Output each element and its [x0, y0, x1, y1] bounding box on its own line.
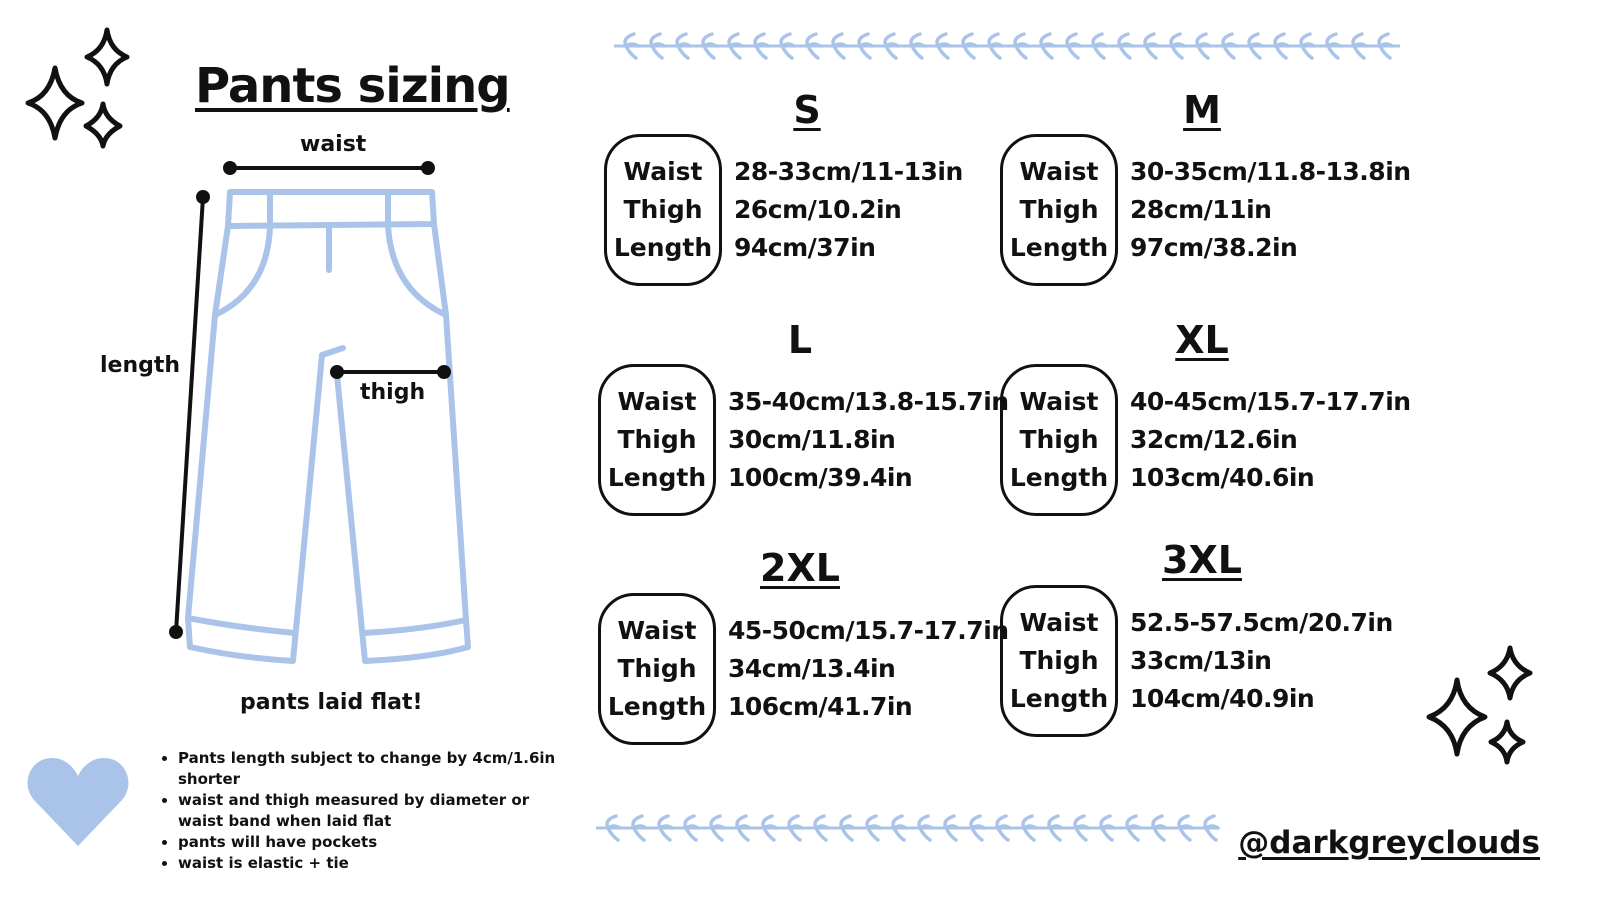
waist-row-label: Waist	[1019, 157, 1099, 186]
waist-value: 30-35cm/11.8-13.8in	[1130, 157, 1411, 186]
sparkle-icon	[28, 68, 82, 138]
size-card-s	[604, 134, 963, 286]
thigh-row-label: Thigh	[1019, 646, 1099, 675]
thigh-value: 34cm/13.4in	[728, 654, 896, 683]
length-row-label: Length	[613, 233, 713, 262]
sparkle-icon-group-top-left	[0, 0, 160, 160]
thigh-label: thigh	[360, 380, 426, 405]
size-title-l: L	[787, 318, 813, 362]
list-item: • waist and thigh measured by diameter or waist band when laid flat	[178, 790, 558, 832]
length-value: 104cm/40.9in	[1130, 684, 1315, 713]
length-label: length	[100, 353, 181, 378]
thigh-row-label: Thigh	[1019, 425, 1099, 454]
sparkle-icon	[87, 30, 127, 84]
size-title-xl: XL	[1175, 318, 1229, 362]
length-value: 106cm/41.7in	[728, 692, 913, 721]
length-row-label: Length	[1009, 684, 1109, 713]
thigh-value: 30cm/11.8in	[728, 425, 896, 454]
size-values	[1130, 607, 1393, 715]
thigh-value: 26cm/10.2in	[734, 195, 902, 224]
waist-row-label: Waist	[617, 616, 697, 645]
size-card-3xl	[1000, 585, 1393, 737]
size-card-l	[598, 364, 1009, 516]
size-labels-box	[598, 593, 716, 745]
thigh-row-label: Thigh	[1019, 195, 1099, 224]
social-handle-link[interactable]: @darkgreyclouds	[1238, 825, 1540, 861]
length-row-label: Length	[607, 692, 707, 721]
page-title: Pants sizing	[195, 58, 510, 114]
length-value: 94cm/37in	[734, 233, 876, 262]
length-row-label: Length	[607, 463, 707, 492]
waist-value: 28-33cm/11-13in	[734, 157, 963, 186]
thigh-value: 33cm/13in	[1130, 646, 1272, 675]
thigh-value: 28cm/11in	[1130, 195, 1272, 224]
size-labels-box	[1000, 585, 1118, 737]
list-item: • waist is elastic + tie	[178, 853, 558, 874]
sparkle-icon	[1429, 680, 1485, 754]
waist-value: 35-40cm/13.8-15.7in	[728, 387, 1009, 416]
length-row-label: Length	[1009, 463, 1109, 492]
size-labels-box	[1000, 364, 1118, 516]
size-values	[1130, 156, 1411, 264]
size-values	[734, 156, 963, 264]
size-values	[728, 615, 1009, 723]
size-values	[728, 386, 1009, 494]
length-value: 100cm/39.4in	[728, 463, 913, 492]
waist-row-label: Waist	[623, 157, 703, 186]
waist-row-label: Waist	[617, 387, 697, 416]
vine-border-bottom	[594, 812, 1220, 846]
waist-row-label: Waist	[1019, 608, 1099, 637]
sparkle-icon	[1491, 722, 1523, 762]
sparkle-icon	[86, 104, 120, 146]
sparkle-icon	[1490, 648, 1530, 698]
list-item: • Pants length subject to change by 4cm/1.6in shorter	[178, 748, 558, 790]
waist-row-label: Waist	[1019, 387, 1099, 416]
notes-list	[162, 748, 558, 874]
size-labels-box	[604, 134, 722, 286]
waist-value: 45-50cm/15.7-17.7in	[728, 616, 1009, 645]
thigh-value: 32cm/12.6in	[1130, 425, 1298, 454]
length-value: 103cm/40.6in	[1130, 463, 1315, 492]
size-labels-box	[1000, 134, 1118, 286]
length-row-label: Length	[1009, 233, 1109, 262]
vine-border-top	[612, 30, 1402, 64]
thigh-row-label: Thigh	[623, 195, 703, 224]
length-value: 97cm/38.2in	[1130, 233, 1298, 262]
size-title-m: M	[1183, 88, 1221, 132]
size-title-3xl: 3XL	[1162, 538, 1242, 582]
thigh-row-label: Thigh	[617, 654, 697, 683]
list-item: • pants will have pockets	[178, 832, 558, 853]
size-title-s: S	[793, 88, 821, 132]
size-card-xl	[1000, 364, 1411, 516]
thigh-row-label: Thigh	[617, 425, 697, 454]
sparkle-icon-group-bottom-right	[1420, 640, 1550, 780]
waist-value: 40-45cm/15.7-17.7in	[1130, 387, 1411, 416]
size-values	[1130, 386, 1411, 494]
diagram-caption: pants laid flat!	[240, 690, 423, 715]
size-card-m	[1000, 134, 1411, 286]
heart-icon	[26, 752, 130, 848]
pants-diagram	[170, 150, 480, 675]
size-card-2xl	[598, 593, 1009, 745]
waist-value: 52.5-57.5cm/20.7in	[1130, 608, 1393, 637]
size-labels-box	[598, 364, 716, 516]
size-title-2xl: 2XL	[760, 546, 840, 590]
waist-label: waist	[300, 132, 367, 157]
